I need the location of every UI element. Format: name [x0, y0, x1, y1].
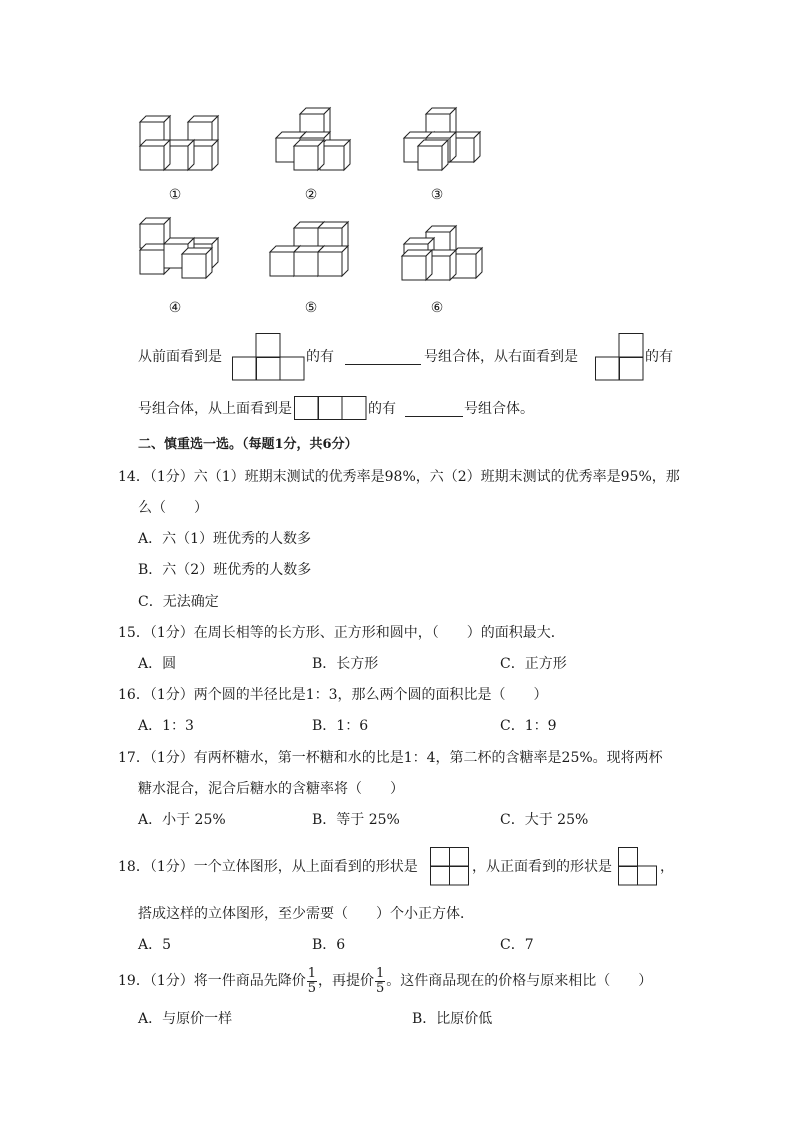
q16-option-a[interactable]: A．1：3 — [138, 718, 194, 734]
q17-stem-line1: 17．（1分）有两杯糖水，第一杯糖和水的比是1：4，第二杯的含糖率是25%。现将两杯 — [118, 750, 663, 766]
fraction-one-fifth — [375, 967, 385, 996]
q17-stem-line2: 糖水混合，泥合后糖水的含糖率将（ ） — [138, 781, 404, 797]
q19-stem-prefix: 19．（1分）将一件商品先降价 — [118, 973, 306, 989]
q16-option-b[interactable]: B．1：6 — [312, 718, 369, 734]
q15-option-c[interactable]: C．正方形 — [500, 656, 567, 672]
figure-2 — [276, 108, 350, 170]
q17-option-a[interactable]: A．小于 25% — [138, 812, 226, 828]
q18-stem-mid: ，从正面看到的形状是 — [472, 859, 612, 875]
figure-caption-4: ④ — [168, 300, 182, 316]
front-view-l-shape-icon — [618, 847, 658, 886]
q13-top-mid: 的有 — [368, 401, 396, 417]
front-view-shape-icon — [232, 333, 306, 381]
q17-option-b[interactable]: B．等于 25% — [312, 812, 400, 828]
q15-option-b[interactable]: B．长方形 — [312, 656, 379, 672]
figure-1 — [140, 116, 218, 170]
cube-figures — [0, 0, 794, 320]
q14-option-b[interactable]: B．六（2）班优秀的人数多 — [138, 562, 312, 578]
q14-stem-line2: 么（ ） — [138, 500, 208, 516]
q19-option-a[interactable]: A．与原价一样 — [138, 1011, 233, 1027]
section-heading: 二、慎重选一选。（每题1分，共6分） — [138, 437, 358, 452]
q16-option-c[interactable]: C．1：9 — [500, 718, 557, 734]
q13-top-suffix: 号组合体。 — [464, 401, 534, 417]
fraction-denominator: 5 — [376, 980, 385, 996]
fraction-numerator: 1 — [307, 965, 317, 981]
right-view-shape-icon — [595, 333, 645, 381]
q13-front-mid: 的有 — [306, 349, 334, 365]
figure-caption-6: ⑥ — [430, 300, 444, 316]
q14-option-c[interactable]: C．无法确定 — [138, 594, 219, 610]
q14-option-a[interactable]: A．六（1）班优秀的人数多 — [138, 531, 312, 547]
q18-option-a[interactable]: A．5 — [138, 937, 172, 953]
q16-stem: 16．（1分）两个圆的半径比是1：3，那么两个圆的面积比是（ ） — [118, 687, 548, 703]
fraction-numerator: 1 — [376, 965, 385, 981]
answer-blank-front[interactable] — [345, 350, 421, 365]
fraction-one-fifth — [307, 967, 317, 996]
q13-line2-prefix: 号组合体，从上面看到是 — [138, 401, 292, 417]
top-view-shape-icon — [294, 396, 368, 421]
q19-option-b[interactable]: B．比原价低 — [412, 1011, 493, 1027]
top-view-square-icon — [430, 847, 470, 886]
figure-6 — [402, 226, 482, 280]
q15-option-a[interactable]: A．圆 — [138, 656, 177, 672]
q17-option-c[interactable]: C．大于 25% — [500, 812, 589, 828]
q19-stem-mid: ，再提价 — [318, 973, 375, 989]
q15-stem: 15．（1分）在周长相等的长方形、正方形和圆中，（ ）的面积最大． — [118, 625, 565, 641]
figure-caption-2: ② — [304, 187, 318, 203]
q19-stem — [118, 964, 652, 998]
q18-option-c[interactable]: C．7 — [500, 937, 534, 953]
figure-caption-1: ① — [168, 187, 182, 203]
fraction-denominator: 5 — [307, 980, 317, 996]
q14-stem-line1: 14．（1分）六（1）班期末测试的优秀率是98%，六（2）班期末测试的优秀率是95%，那 — [118, 469, 680, 485]
q13-front-prefix: 从前面看到是 — [138, 349, 222, 365]
q19-stem-suffix: 。这件商品现在的价格与原来相比（ ） — [386, 973, 653, 989]
q13-front-suffix: 号组合体，从右面看到是 — [424, 349, 578, 365]
q18-stem-suffix: ， — [660, 859, 674, 875]
q13-right-mid: 的有 — [645, 349, 673, 365]
figure-4 — [140, 218, 218, 278]
figure-caption-5: ⑤ — [304, 300, 318, 316]
q18-stem-prefix: 18．（1分）一个立体图形，从上面看到的形状是 — [118, 859, 418, 875]
q18-option-b[interactable]: B．6 — [312, 937, 346, 953]
figure-3 — [404, 108, 480, 170]
answer-blank-top[interactable] — [405, 402, 463, 417]
figure-caption-3: ③ — [430, 187, 444, 203]
figure-5 — [270, 222, 348, 276]
q18-stem-line2: 搭成这样的立体图形，至少需要（ ）个小正方体． — [138, 906, 474, 922]
